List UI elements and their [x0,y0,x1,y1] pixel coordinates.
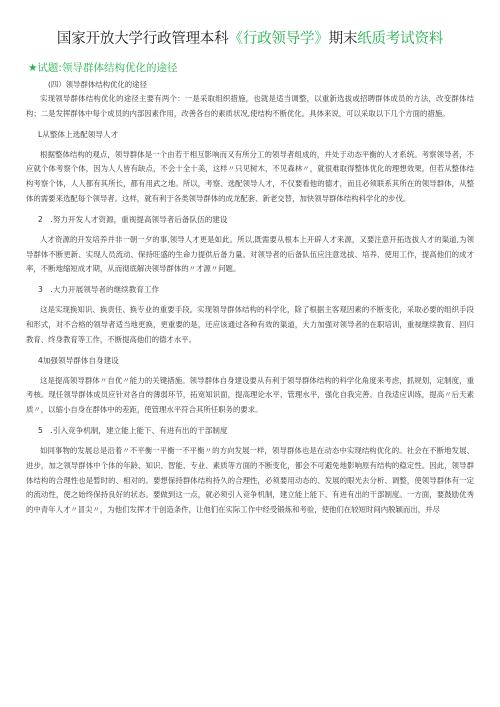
page-title [26,28,474,50]
title-course: 《行政领导学》 [228,31,329,47]
title-exam: 期末 [328,31,358,47]
section-heading-5: 5 .引入竞争机制，建立能上能下、有进有出的干部制度 [38,425,228,435]
section-heading-2: 2 .努力开发人才资源，重视提高领导者后备队伍的建设 [38,214,228,224]
section-heading-3: 3 .大力开展领导者的继续教育工作 [38,285,160,295]
section-body-1: 根据整体结构的观点，领导群体是一个由若干相互影响而又有所分工的领导者组成的，并处于动态平衡的人才系统。考察领导者，不应就个体考察个体，因为人人皆有缺点，不会十全十美，这样〃只见树木，不见森林〃，就很难取得整体优化的理想效果。但若从整体结构考察个体，人人都有其所长，都有用武之地。所以，考察、选配领导人才，不仅要看他的德才，而且必须联系其所在的领导群体，从整体的需要来选配每个领导者。这样，就有利于各类领导群体的成龙配套、新老交替，加快领导群体结构科学化的步伐。 [26,149,474,203]
section-body-2: 人才资源的开发培养并非一朝一夕的事,领导人才更是如此。所以,既需要从根本上开辟人才来源，又要注意开拓选拔人才的渠道,为领导群体不断更新、实现人员流动、保持旺盛的生命力提供后备力量。对领导者的后备队伍应注意选拔、培养、使用工作，提高他们的成才率，不断地缩短成才期，从而彻底解决领导群体的〃才源〃问题。 [26,234,474,274]
question-heading: ★试题:领导群体结构优化的途径 [28,62,178,74]
intro-paragraph: 实现领导群体结构优化的途径主要有两个：一是采取组织措施，也就是适当调整，以重新选拔或招聘群体成员的方法，改变群体结构；二是发挥群体中每个成员的内部因素作用，改善各自的素质状况,使结构不断优化。具体来说，可以采取以下几个方面的措施。 [26,94,474,118]
section-body-5: 如同事物的发展总是沿着〃不平衡一平衡一不平衡〃的方向发展一样，领导群体也是在动态中实现结构优化的。社会在不断地发展、进步，加之领导群体中个体的年龄、知识、智能、专业、素质等方面的不断变化，都会不可避免地影响原有结构的稳定性。因此，领导群体结构的合理性也是暂时的、相对的。要想保持群体结构持久的合理性，必须要用动态的、发展的眼光去分析、调整，使领导群体有一定的流动性，使之始终保持良好的状态。要做到这一点，就必须引入竞争机制，建立能上能下、有进有出的干部制度。一方面，要鼓励优秀的中青年人才〃冒尖〃，为他们发挥才干创造条件，让他们在实际工作中经受锻炼和考验，使他们在较短时间内脱颖而出，并尽 [26,445,474,515]
section-body-4: 这是提高领导群体〃自优〃能力的关键措施。领导群体自身建设要从有利于领导群体结构的科学化角度来考虑，抓规划，定制度，重考核。现任领导群体成员应针对各自的薄弱环节，拓宽知识面，提高理论水平、管理水平，强化自我完善、自我适应训练，提高〃后天素质〃，以缩小自身在群体中的差距，使管理水平符合其所任职务的要求。 [26,375,474,415]
title-material: 纸质考试资料 [357,31,444,47]
section-heading-1: L从整体上选配领导人才 [38,129,119,139]
section-body-3: 这是实现换知识、换责任、换专业的重要手段。实现领导群体结构的科学化，除了根据主客观因素的不断变化，采取必要的组织手段和形式，对不合格的领导者适当地更换，更重要的是，还应该通过各种有效的渠道，大力加强对领导者的在职培训，重视继续教育、回归教育、终身教育等工作，不断提高他们的德才水平。 [26,305,474,344]
title-school: 国家开放大学行政管理本科 [56,31,229,47]
section-heading-4: 4加强领导群体自身建设 [38,355,119,365]
answer-subheading: (四）领导群体结构优化的途径 [48,80,147,89]
